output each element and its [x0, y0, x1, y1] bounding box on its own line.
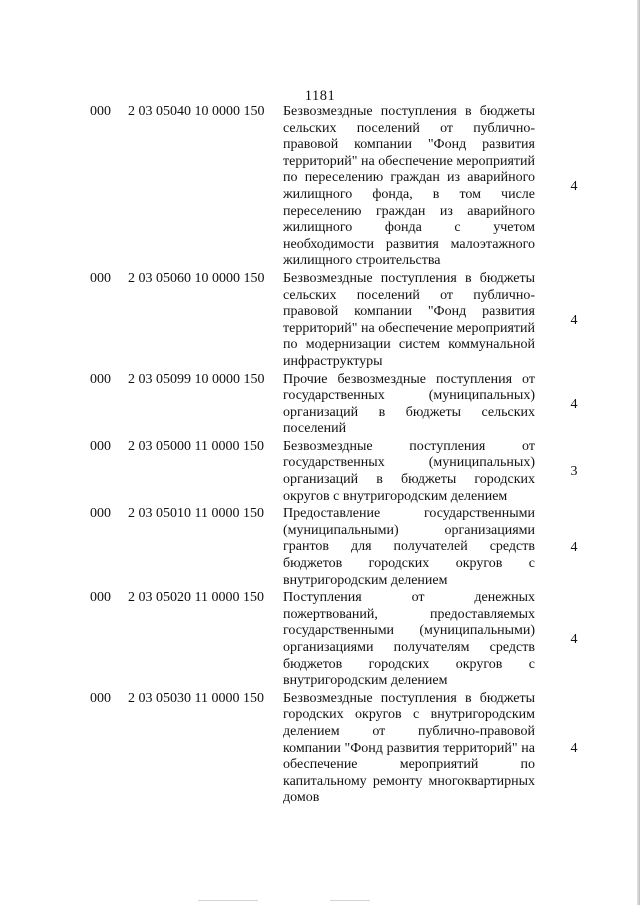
scan-artifact [198, 900, 258, 901]
table-row [0, 590, 640, 690]
group-level: 4 [570, 312, 578, 328]
page-number: 1181 [304, 88, 336, 104]
table-row [0, 104, 640, 270]
budget-classification-code: 2 03 05030 11 0000 150 [128, 690, 264, 706]
table-row [0, 372, 640, 438]
budget-classification-code: 2 03 05099 10 0000 150 [128, 371, 265, 387]
group-level: 3 [570, 464, 578, 480]
table-row [0, 439, 640, 505]
revenue-name: Поступления от денежных пожертвований, предоставляемых государственными (муниципальными) организациями получателям средств бюджетов городских округов с внутригородским делением [283, 590, 535, 689]
table-row [0, 691, 640, 807]
budget-classification-code: 2 03 05000 11 0000 150 [128, 438, 264, 454]
revenue-name: Безвозмездные поступления в бюджеты сельских поселений от публично-правовой компании "Фонд развития территорий" на обеспечение мероприятий по модернизации систем коммунальной инфраструктуры [283, 270, 535, 369]
admin-code: 000 [90, 590, 111, 606]
group-level: 4 [570, 740, 578, 756]
table-row [0, 506, 640, 589]
group-level: 4 [570, 539, 578, 555]
group-level: 4 [570, 632, 578, 647]
revenue-code-list [0, 104, 640, 808]
scan-artifact [330, 900, 370, 901]
revenue-name: Безвозмездные поступления в бюджеты городских округов с внутригородским делением от публично-правовой компании "Фонд развития территорий" на обеспечение мероприятий по капитальному ремонту многоквартирных домов [283, 690, 535, 806]
budget-classification-code: 2 03 05060 10 0000 150 [128, 270, 265, 286]
admin-code: 000 [90, 438, 111, 454]
budget-classification-code: 2 03 05020 11 0000 150 [128, 590, 264, 606]
group-level: 4 [570, 396, 578, 412]
budget-classification-code: 2 03 05040 10 0000 150 [128, 104, 265, 119]
revenue-name: Безвозмездные поступления в бюджеты сельских поселений от публично-правовой компании "Фонд развития территорий" на обеспечение мероприятий по переселению граждан из аварийного жилищного фонда, в том числе переселению граждан из аварийного жилищного фонда с учетом необходимости развития малоэтажного жилищного строительства [283, 104, 535, 269]
revenue-name: Предоставление государственными (муниципальными) организациями грантов для получателей средств бюджетов городских округов с внутригородским делением [283, 506, 535, 588]
budget-classification-code: 2 03 05010 11 0000 150 [128, 506, 264, 522]
admin-code: 000 [90, 270, 111, 286]
revenue-name: Безвозмездные поступления от государственных (муниципальных) организаций в бюджеты городских округов с внутригородским делением [283, 438, 535, 504]
admin-code: 000 [90, 371, 111, 387]
admin-code: 000 [90, 506, 111, 522]
group-level: 4 [570, 178, 578, 194]
admin-code: 000 [90, 104, 111, 119]
admin-code: 000 [90, 690, 111, 706]
revenue-name: Прочие безвозмездные поступления от государственных (муниципальных) организаций в бюджеты сельских поселений [283, 371, 535, 437]
table-row [0, 271, 640, 371]
